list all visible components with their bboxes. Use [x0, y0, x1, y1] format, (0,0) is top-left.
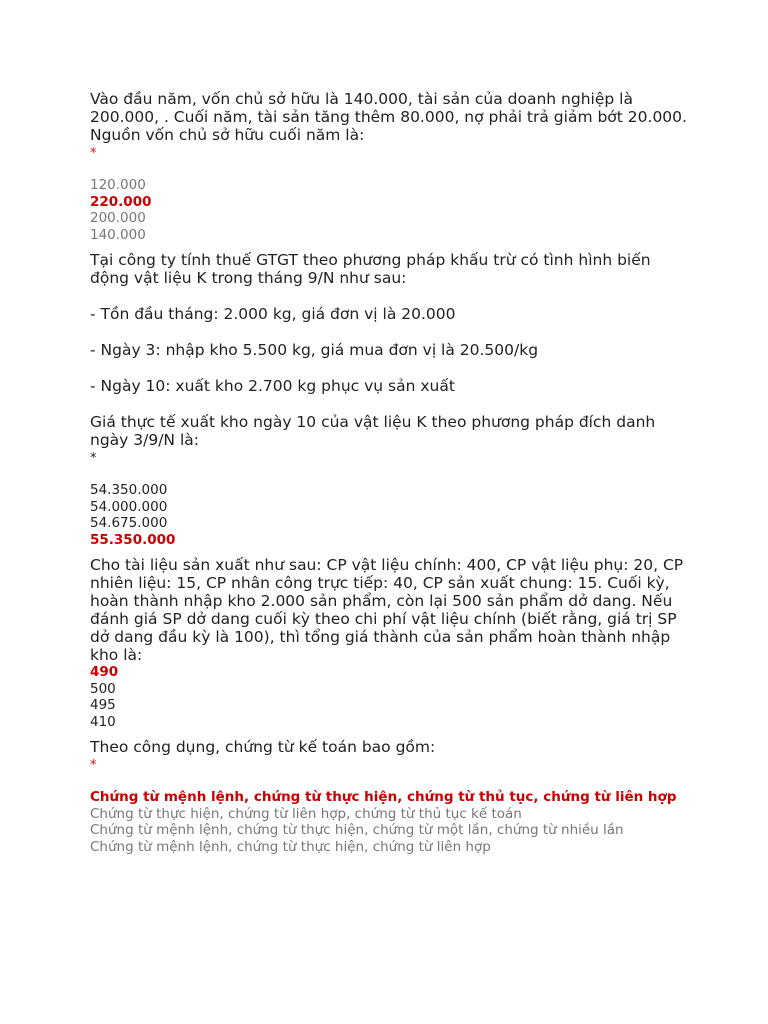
question-2-options [90, 482, 690, 548]
question-1-options [90, 177, 690, 243]
question-4 [90, 738, 690, 855]
option-2a: 54.350.000 [90, 482, 168, 498]
quiz-document [90, 90, 690, 855]
option-1a: 120.000 [90, 177, 146, 193]
question-4-text: Theo công dụng, chứng từ kế toán bao gồm: [90, 738, 436, 756]
question-2-line-2: - Ngày 3: nhập kho 5.500 kg, giá mua đơn vị là 20.500/kg [90, 341, 539, 359]
option-2d-correct: 55.350.000 [90, 531, 176, 548]
required-marker: * [90, 451, 97, 466]
option-1c: 200.000 [90, 210, 146, 226]
question-4-options [90, 789, 690, 855]
option-4a-correct: Chứng từ mệnh lệnh, chứng từ thực hiện, chứng từ thủ tục, chứng từ liên hợp [90, 789, 677, 805]
question-1-text: Vào đầu năm, vốn chủ sở hữu là 140.000, tài sản của doanh nghiệp là 200.000, . Cuối năm, tài sản tăng thêm 80.000, nợ phải trả giảm bớt 20.000. Nguồn vốn chủ sở hữu cuối năm là: [90, 90, 687, 144]
question-1 [90, 90, 690, 243]
required-marker: * [90, 146, 97, 161]
question-3 [90, 556, 690, 730]
option-2b: 54.000.000 [90, 498, 168, 515]
question-3-text: Cho tài liệu sản xuất như sau: CP vật liệu chính: 400, CP vật liệu phụ: 20, CP nhiên liệu: 15, CP nhân công trực tiếp: 40, CP sản xuất chung: 15. Cuối kỳ, hoàn thành nhập kho 2.000 sản phẩm, còn lại 500 sản phẩm dở dang. Nếu đánh giá SP dở dang cuối kỳ theo chi phí vật liệu chính (biết rằng, giá trị SP dở dang đầu kỳ là 100), thì tổng giá thành của sản phẩm hoàn thành nhập kho là: [90, 556, 684, 664]
option-3d: 410 [90, 713, 116, 730]
question-3-options [90, 664, 690, 730]
option-3b: 500 [90, 680, 116, 697]
question-2-line-3: - Ngày 10: xuất kho 2.700 kg phục vụ sản xuất [90, 377, 455, 395]
question-2-text: Giá thực tế xuất kho ngày 10 của vật liệu K theo phương pháp đích danh ngày 3/9/N là: [90, 413, 656, 449]
question-2-intro: Tại công ty tính thuế GTGT theo phương pháp khấu trừ có tình hình biến động vật liệu K trong tháng 9/N như sau: [90, 251, 651, 287]
option-3a-correct: 490 [90, 664, 119, 680]
option-3c: 495 [90, 697, 116, 713]
option-4b: Chứng từ thực hiện, chứng từ liên hợp, chứng từ thủ tục kế toán [90, 805, 522, 822]
option-2c: 54.675.000 [90, 515, 168, 531]
option-1d: 140.000 [90, 226, 146, 243]
question-2-line-1: - Tồn đầu tháng: 2.000 kg, giá đơn vị là 20.000 [90, 305, 456, 323]
option-1b-correct: 220.000 [90, 193, 152, 210]
required-marker: * [90, 758, 97, 773]
question-2 [90, 251, 690, 548]
option-4d: Chứng từ mệnh lệnh, chứng từ thực hiện, chứng từ liên hợp [90, 838, 491, 855]
option-4c: Chứng từ mệnh lệnh, chứng từ thực hiện, chứng từ một lần, chứng từ nhiều lần [90, 822, 624, 838]
